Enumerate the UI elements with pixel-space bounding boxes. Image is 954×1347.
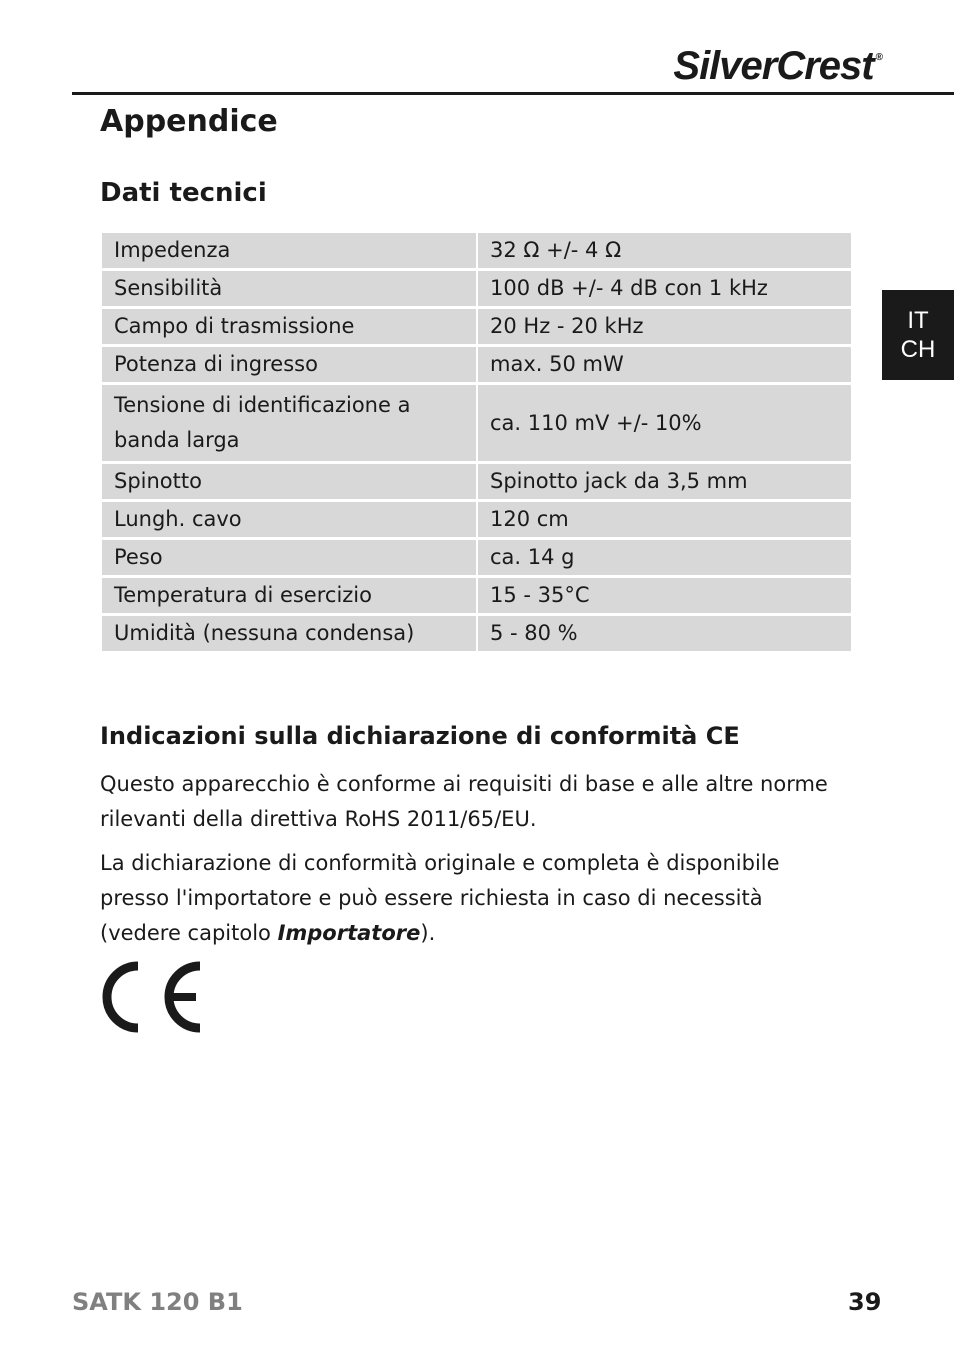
table-row bbox=[102, 233, 851, 268]
registered-mark: ® bbox=[875, 52, 882, 63]
specs-table bbox=[100, 230, 853, 654]
ce-mark-icon bbox=[98, 960, 204, 1034]
ce-paragraph-2-end: ). bbox=[420, 921, 436, 945]
specs-heading: Dati tecnici bbox=[100, 178, 267, 208]
ce-paragraph-2-text: La dichiarazione di conformità originale e completa è disponibile presso l'importatore e può essere richiesta in caso di necessità (vedere capitolo bbox=[100, 851, 780, 945]
spec-label: Lungh. cavo bbox=[102, 502, 476, 537]
spec-label: Sensibilità bbox=[102, 271, 476, 306]
spec-value: ca. 110 mV +/- 10% bbox=[478, 385, 851, 461]
spec-label: Impedenza bbox=[102, 233, 476, 268]
ce-heading: Indicazioni sulla dichiarazione di conformità CE bbox=[100, 722, 740, 750]
spec-value: 100 dB +/- 4 dB con 1 kHz bbox=[478, 271, 851, 306]
spec-value: ca. 14 g bbox=[478, 540, 851, 575]
ce-paragraph-1: Questo apparecchio è conforme ai requisiti di base e alle altre norme rilevanti della direttiva RoHS 2011/65/EU. bbox=[100, 772, 828, 831]
table-row bbox=[102, 385, 851, 461]
brand-name: SilverCrest bbox=[673, 44, 874, 88]
spec-label: Tensione di identificazione a banda larga bbox=[102, 385, 476, 461]
spec-value: max. 50 mW bbox=[478, 347, 851, 382]
spec-label: Temperatura di esercizio bbox=[102, 578, 476, 613]
importer-chapter-reference: Importatore bbox=[277, 921, 421, 945]
table-row bbox=[102, 309, 851, 344]
spec-value: 5 - 80 % bbox=[478, 616, 851, 651]
page-title: Appendice bbox=[100, 104, 278, 139]
spec-label: Potenza di ingresso bbox=[102, 347, 476, 382]
language-tab-ch: CH bbox=[900, 336, 936, 363]
table-row bbox=[102, 540, 851, 575]
language-tab-it: IT bbox=[907, 307, 929, 334]
table-row bbox=[102, 578, 851, 613]
ce-paragraph-2 bbox=[100, 846, 840, 951]
language-tab bbox=[882, 290, 954, 380]
spec-label: Spinotto bbox=[102, 464, 476, 499]
table-row bbox=[102, 502, 851, 537]
spec-label: Campo di trasmissione bbox=[102, 309, 476, 344]
spec-value: 15 - 35°C bbox=[478, 578, 851, 613]
table-row bbox=[102, 464, 851, 499]
footer-model: SATK 120 B1 bbox=[72, 1288, 243, 1316]
table-row bbox=[102, 271, 851, 306]
table-row bbox=[102, 347, 851, 382]
header-rule bbox=[72, 92, 954, 95]
page-number: 39 bbox=[848, 1288, 882, 1316]
spec-value: 120 cm bbox=[478, 502, 851, 537]
brand-logo bbox=[673, 44, 882, 89]
table-row bbox=[102, 616, 851, 651]
spec-label: Peso bbox=[102, 540, 476, 575]
spec-value: 20 Hz - 20 kHz bbox=[478, 309, 851, 344]
spec-value: Spinotto jack da 3,5 mm bbox=[478, 464, 851, 499]
spec-label: Umidità (nessuna condensa) bbox=[102, 616, 476, 651]
spec-value: 32 Ω +/- 4 Ω bbox=[478, 233, 851, 268]
